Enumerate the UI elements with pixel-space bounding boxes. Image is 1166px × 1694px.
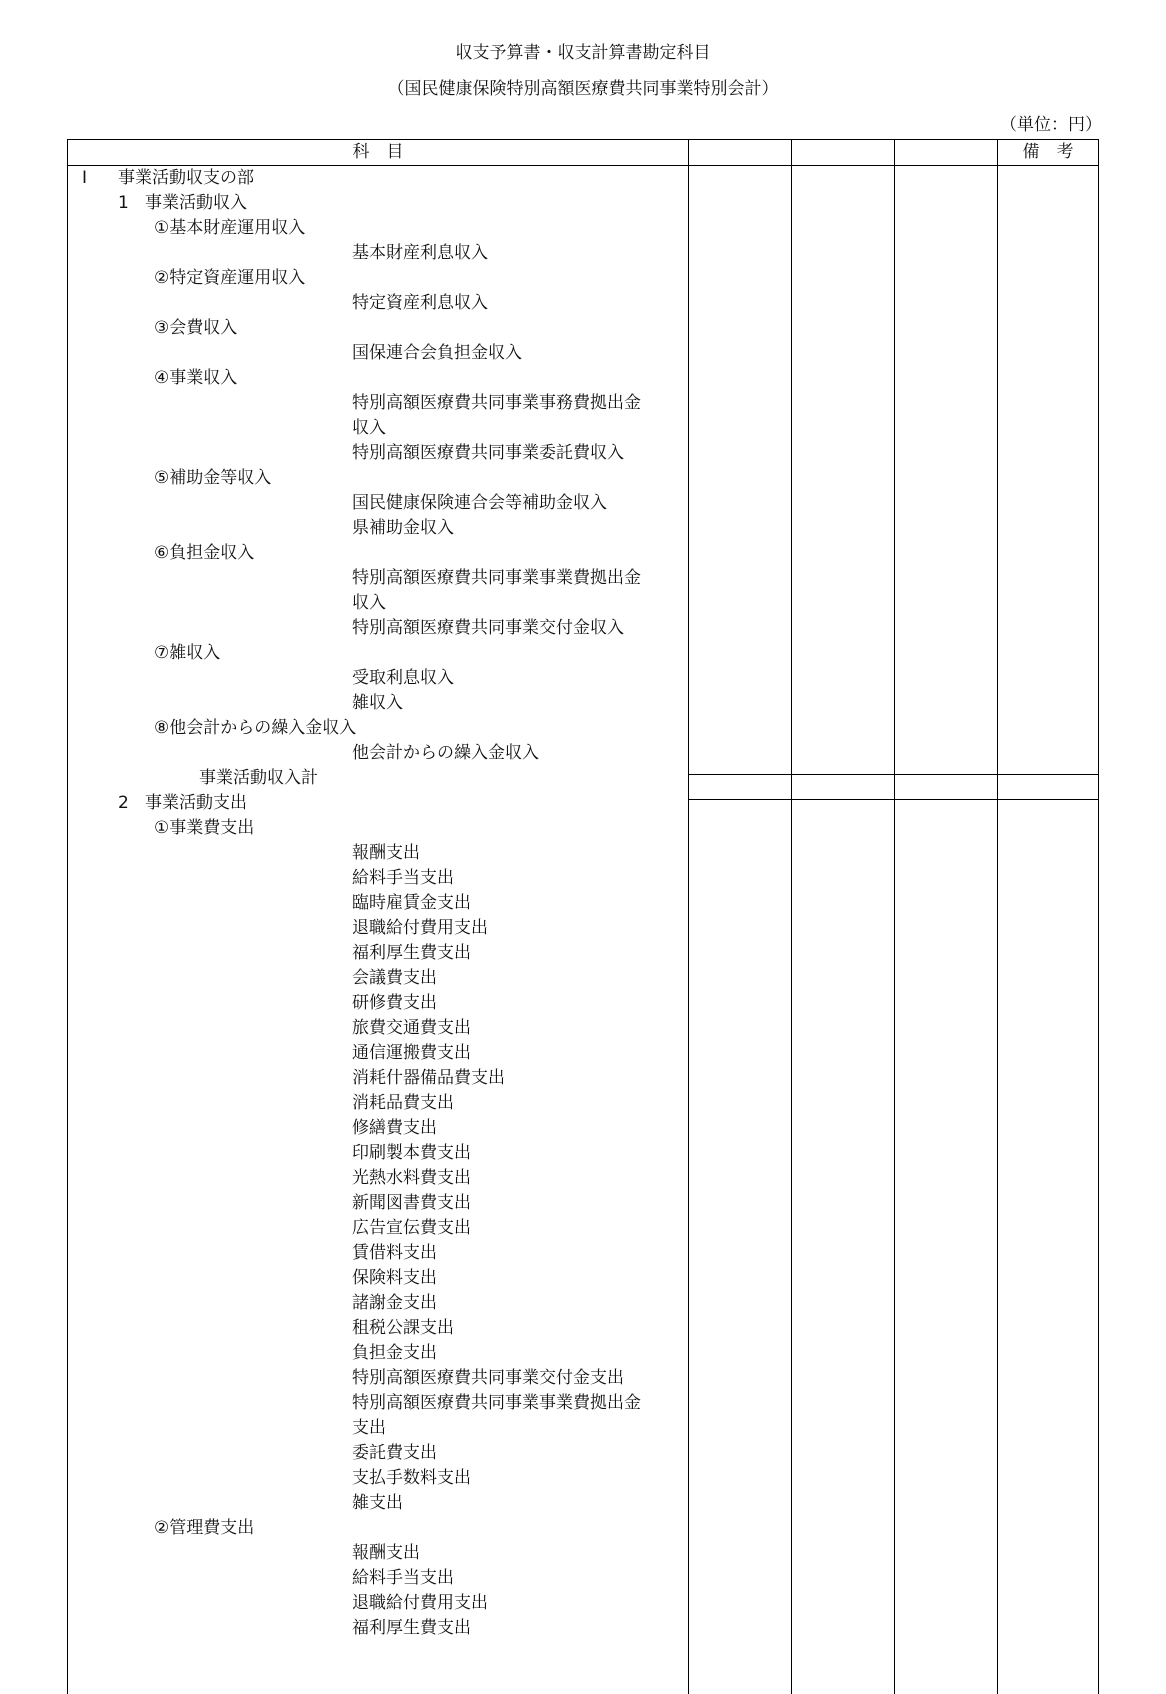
item-row-continued: 収入 (352, 418, 386, 438)
item-row: 委託費支出 (352, 1443, 437, 1463)
column-divider (791, 140, 792, 1694)
item-row: 消耗品費支出 (352, 1093, 454, 1113)
category-row: ⑧他会計からの繰入金収入 (154, 718, 357, 738)
section-number: Ⅰ (82, 168, 88, 188)
item-row: 賃借料支出 (352, 1243, 437, 1263)
category-row: ②特定資産運用収入 (154, 268, 306, 288)
item-row: 特別高額医療費共同事業事業費拠出金 (352, 568, 641, 588)
item-row: 退職給付費用支出 (352, 1593, 488, 1613)
subsection-label: 事業活動収入 (145, 193, 247, 213)
item-row: 光熱水料費支出 (352, 1168, 471, 1188)
column-divider (894, 140, 895, 1694)
item-row: 他会計からの繰入金収入 (352, 743, 539, 763)
item-row: 雑支出 (352, 1493, 403, 1513)
item-row: 福利厚生費支出 (352, 1618, 471, 1638)
item-row: 広告宣伝費支出 (352, 1218, 471, 1238)
item-row: 臨時雇賃金支出 (352, 893, 471, 913)
item-row: 印刷製本費支出 (352, 1143, 471, 1163)
item-row: 消耗什器備品費支出 (352, 1068, 505, 1088)
subtotal-rule-bottom (688, 799, 1098, 800)
column-divider (997, 140, 998, 1694)
category-row: ①事業費支出 (154, 818, 255, 838)
item-row: 諸謝金支出 (352, 1293, 437, 1313)
category-row: ③会費収入 (154, 318, 238, 338)
document-subtitle: （国民健康保険特別高額医療費共同事業特別会計） (387, 79, 779, 99)
item-row: 負担金支出 (352, 1343, 437, 1363)
subsection-number: 2 (118, 793, 129, 813)
category-row: ⑥負担金収入 (154, 543, 255, 563)
subtotal-row: 事業活動収入計 (199, 768, 318, 788)
item-row: 給料手当支出 (352, 1568, 454, 1588)
account-table (67, 139, 1099, 1694)
document-title: 収支予算書・収支計算書勘定科目 (455, 43, 711, 63)
item-row: 雑収入 (352, 693, 403, 713)
item-row: 給料手当支出 (352, 868, 454, 888)
header-subject: 科 目 (352, 142, 404, 162)
item-row: 新聞図書費支出 (352, 1193, 471, 1213)
category-row: ②管理費支出 (154, 1518, 255, 1538)
item-row: 報酬支出 (352, 843, 420, 863)
item-row: 会議費支出 (352, 968, 437, 988)
item-row: 報酬支出 (352, 1543, 420, 1563)
item-row: 国民健康保険連合会等補助金収入 (352, 493, 607, 513)
item-row: 支払手数料支出 (352, 1468, 471, 1488)
item-row: 基本財産利息収入 (352, 243, 488, 263)
item-row: 退職給付費用支出 (352, 918, 488, 938)
subtotal-rule-top (688, 774, 1098, 775)
section-label: 事業活動収支の部 (118, 168, 254, 188)
item-row: 特別高額医療費共同事業交付金収入 (352, 618, 624, 638)
item-row: 福利厚生費支出 (352, 943, 471, 963)
item-row: 特別高額医療費共同事業委託費収入 (352, 443, 624, 463)
item-row: 県補助金収入 (352, 518, 454, 538)
item-row: 修繕費支出 (352, 1118, 437, 1138)
category-row: ⑤補助金等収入 (154, 468, 272, 488)
category-row: ⑦雑収入 (154, 643, 221, 663)
item-row: 国保連合会負担金収入 (352, 343, 522, 363)
category-row: ④事業収入 (154, 368, 238, 388)
item-row: 特別高額医療費共同事業事業費拠出金 (352, 1393, 641, 1413)
item-row: 特別高額医療費共同事業交付金支出 (352, 1368, 624, 1388)
subsection-label: 事業活動支出 (145, 793, 247, 813)
item-row-continued: 支出 (352, 1418, 386, 1438)
subsection-number: 1 (118, 193, 129, 213)
item-row: 研修費支出 (352, 993, 437, 1013)
category-row: ①基本財産運用収入 (154, 218, 306, 238)
item-row: 特定資産利息収入 (352, 293, 488, 313)
column-divider (688, 140, 689, 1694)
unit-label: （単位：円） (1000, 115, 1102, 135)
item-row: 通信運搬費支出 (352, 1043, 471, 1063)
item-row: 租税公課支出 (352, 1318, 454, 1338)
item-row: 特別高額医療費共同事業事務費拠出金 (352, 393, 641, 413)
item-row: 旅費交通費支出 (352, 1018, 471, 1038)
item-row: 受取利息収入 (352, 668, 454, 688)
item-row-continued: 収入 (352, 593, 386, 613)
header-remarks: 備 考 (1022, 142, 1074, 162)
item-row: 保険料支出 (352, 1268, 437, 1288)
